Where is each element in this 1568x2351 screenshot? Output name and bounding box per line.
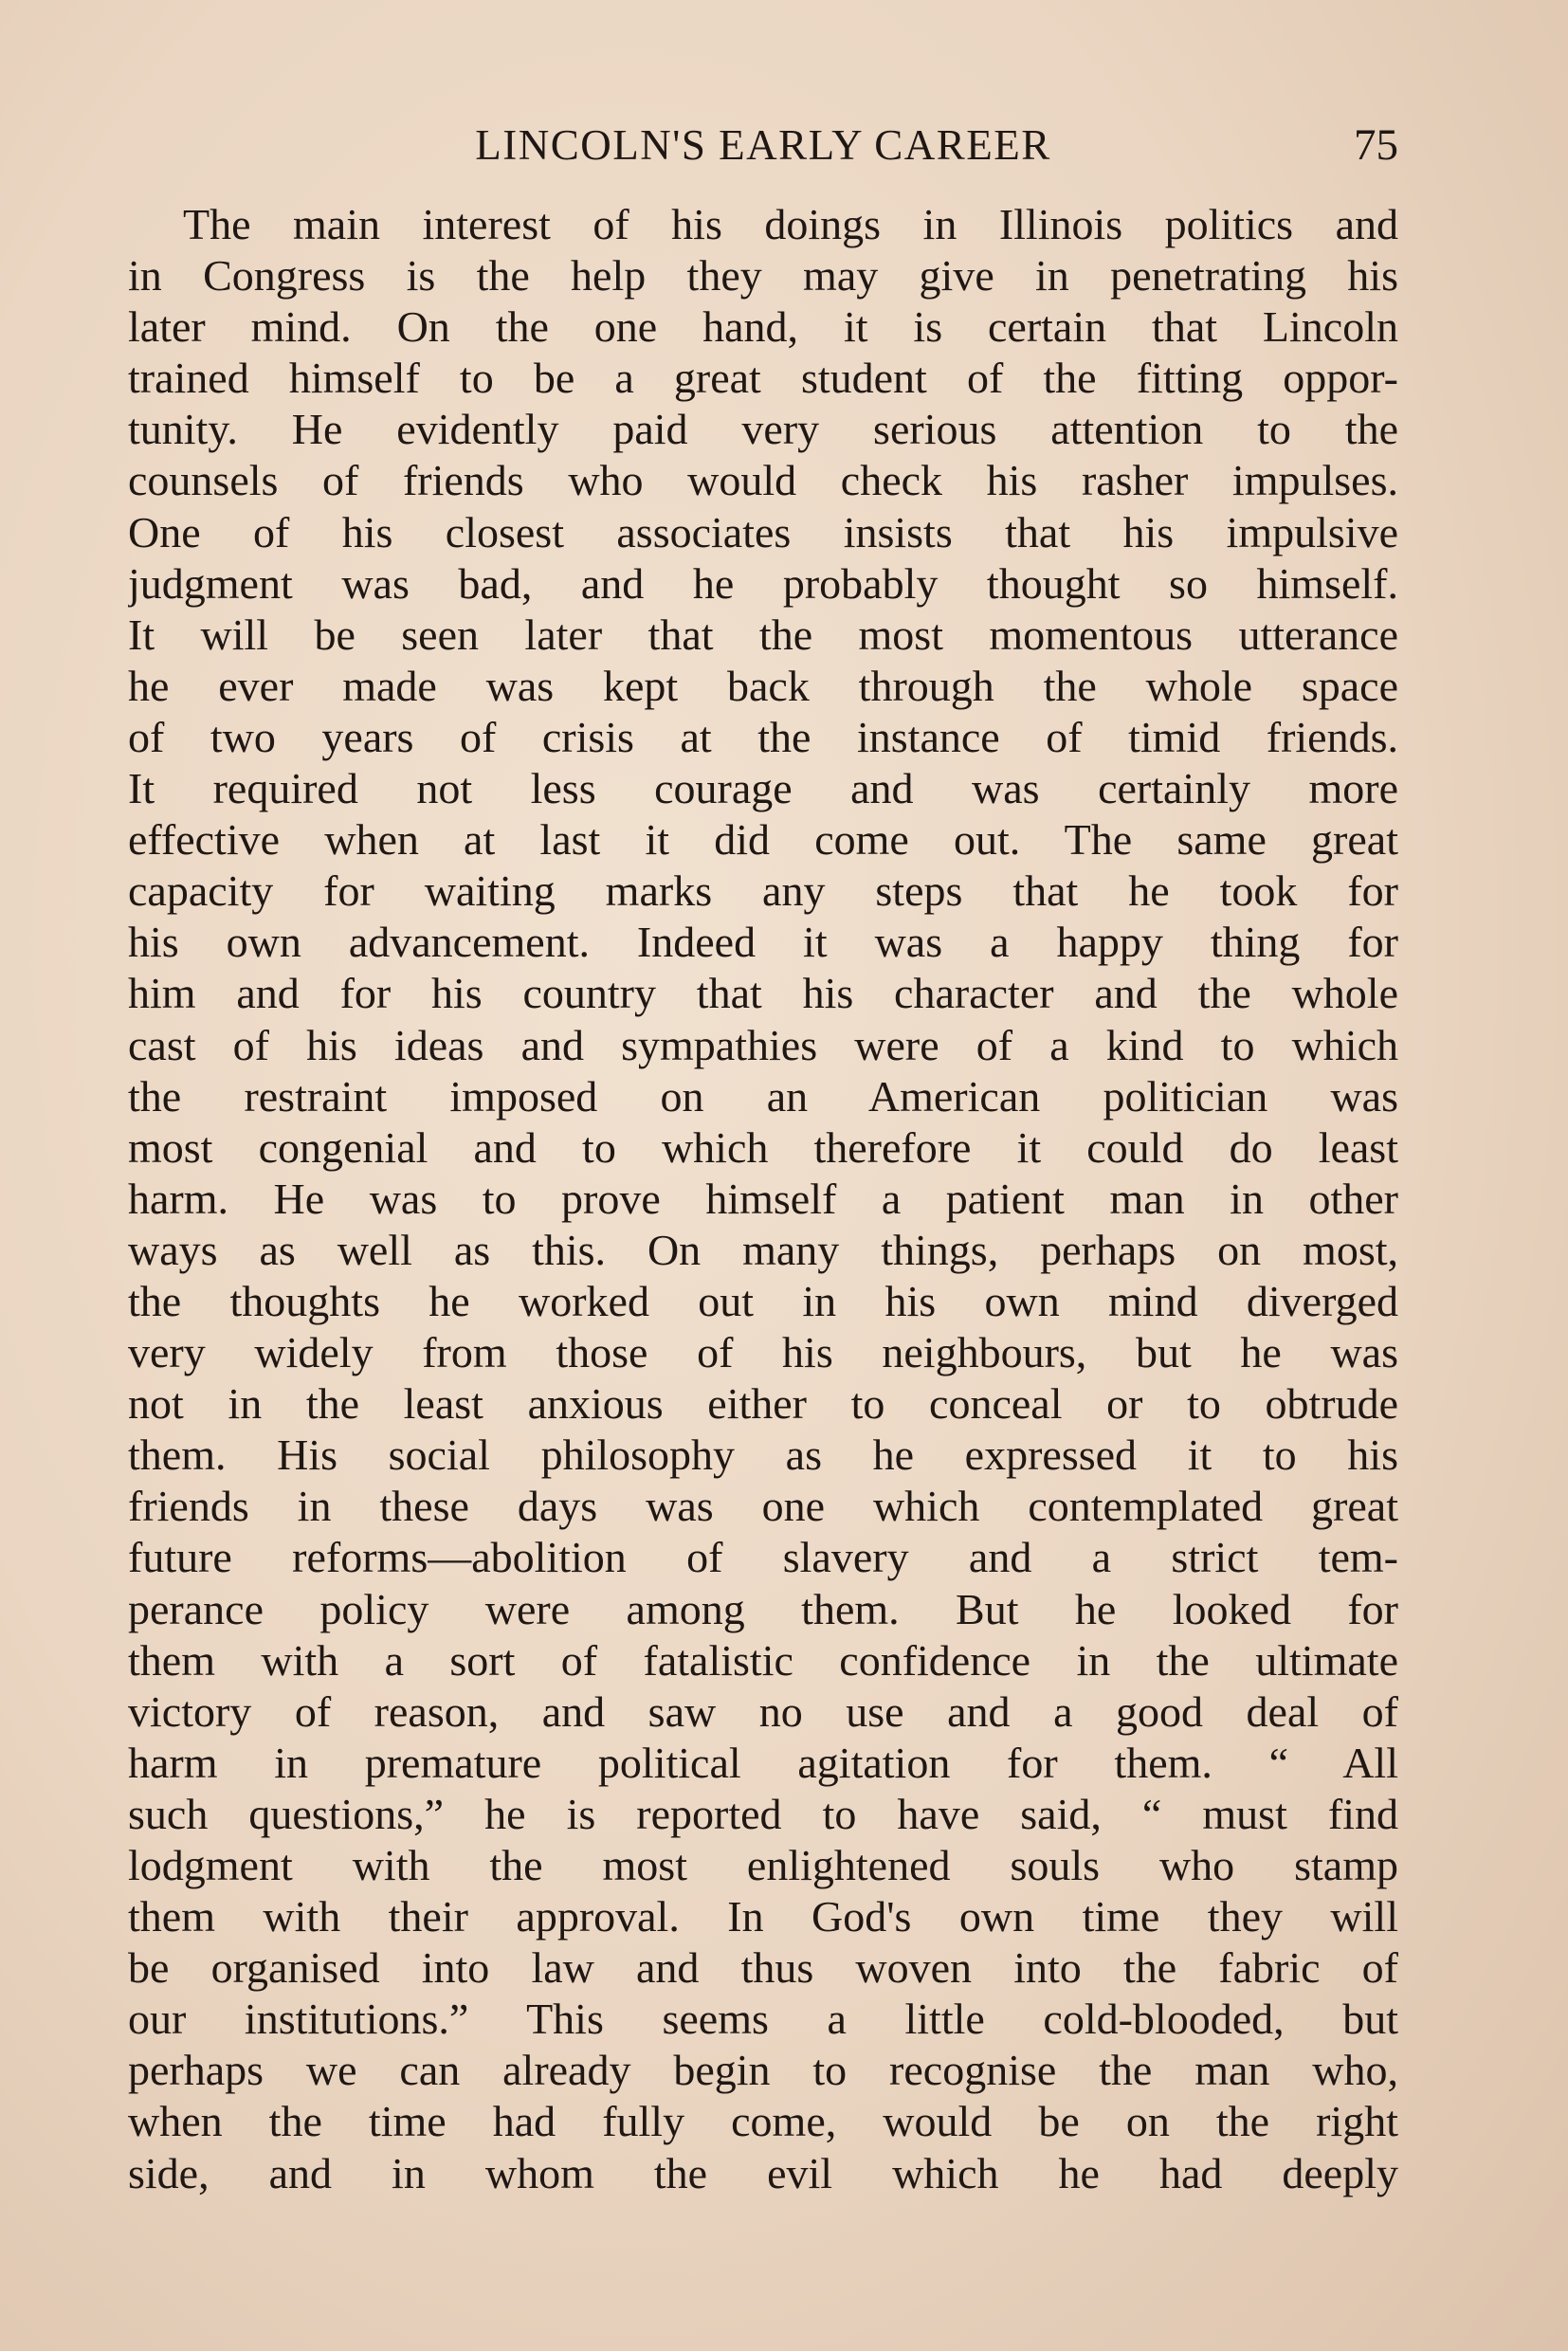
text-line: judgment was bad, and he probably thought so himself. <box>128 558 1398 608</box>
text-line: later mind. On the one hand, it is certain that Lincoln <box>128 302 1398 352</box>
text-line: side, and in whom the evil which he had deeply <box>128 2148 1398 2197</box>
text-line: in Congress is the help they may give in penetrating his <box>128 251 1398 301</box>
text-line: The main interest of his doings in Illinois politics and <box>183 200 1398 248</box>
text-line: of two years of crisis at the instance of timid friends. <box>128 712 1398 761</box>
text-line: very widely from those of his neighbours, but he was <box>128 1328 1398 1377</box>
text-line: them with a sort of fatalistic confidence in the ultimate <box>128 1635 1398 1685</box>
page-header <box>128 112 1398 178</box>
page-number: 75 <box>1354 120 1398 170</box>
text-line: them. His social philosophy as he expressed it to his <box>128 1431 1398 1480</box>
text-line: ways as well as this. On many things, perhaps on most, <box>128 1225 1398 1274</box>
text-line: capacity for waiting marks any steps that he took for <box>128 866 1398 916</box>
text-line: such questions,” he is reported to have said, “ must find <box>128 1789 1398 1838</box>
text-line: the restraint imposed on an American politician was <box>128 1071 1398 1121</box>
text-line: counsels of friends who would check his rasher impulses. <box>128 456 1398 505</box>
text-line: future reforms—abolition of slavery and a strict tem- <box>128 1533 1398 1582</box>
text-line: perhaps we can already begin to recognise the man who, <box>128 2046 1398 2095</box>
text-line: trained himself to be a great student of the fitting oppor- <box>128 354 1398 403</box>
text-line: harm in premature political agitation for them. “ All <box>128 1738 1398 1787</box>
text-line: It required not less courage and was certainly more <box>128 764 1398 813</box>
text-line: them with their approval. In God's own time they will <box>128 1892 1398 1941</box>
body-paragraph <box>128 199 1398 2199</box>
text-line: victory of reason, and saw no use and a good deal of <box>128 1686 1398 1736</box>
text-line: perance policy were among them. But he looked for <box>128 1584 1398 1633</box>
text-line: harm. He was to prove himself a patient man in other <box>128 1174 1398 1223</box>
text-line: cast of his ideas and sympathies were of a kind to which <box>128 1020 1398 1069</box>
text-line: tunity. He evidently paid very serious attention to the <box>128 405 1398 454</box>
text-line: the thoughts he worked out in his own mind diverged <box>128 1276 1398 1325</box>
text-line: be organised into law and thus woven into the fabric of <box>128 1943 1398 1993</box>
text-line: effective when at last it did come out. The same great <box>128 815 1398 865</box>
text-line: It will be seen later that the most momentous utterance <box>128 610 1398 659</box>
text-line: friends in these days was one which contemplated great <box>128 1482 1398 1531</box>
text-line: our institutions.” This seems a little cold-blooded, but <box>128 1995 1398 2044</box>
text-line: lodgment with the most enlightened souls who stamp <box>128 1841 1398 1889</box>
text-line: not in the least anxious either to conceal or to obtrude <box>128 1379 1398 1429</box>
text-line: when the time had fully come, would be on the right <box>128 2097 1398 2146</box>
text-line: him and for his country that his character and the whole <box>128 969 1398 1018</box>
text-line: most congenial and to which therefore it could do least <box>128 1122 1398 1172</box>
text-line: his own advancement. Indeed it was a happy thing for <box>128 918 1398 967</box>
text-line: he ever made was kept back through the whole space <box>128 661 1398 710</box>
running-head: LINCOLN'S EARLY CAREER <box>475 121 1051 169</box>
text-line: One of his closest associates insists that his impulsive <box>128 507 1398 556</box>
